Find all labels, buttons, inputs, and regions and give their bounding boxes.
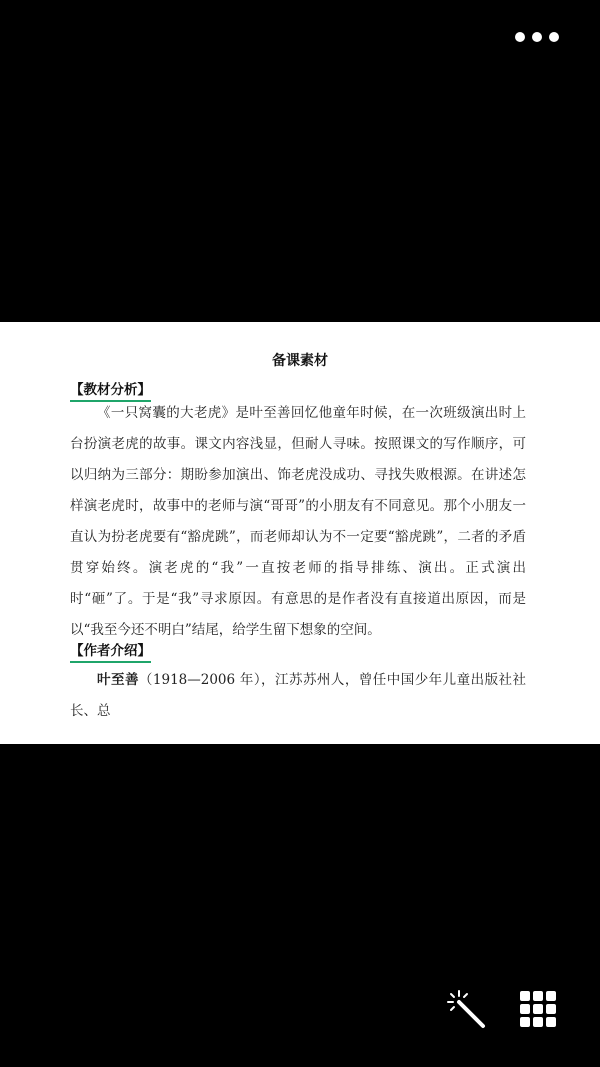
grid-cell-icon	[520, 991, 530, 1001]
magic-wand-icon	[445, 988, 489, 1032]
author-bio: （1918—2006 年），江苏苏州人，曾任中国少年儿童出版社社长、总	[70, 672, 527, 719]
author-name: 叶至善	[97, 672, 139, 688]
grid-cell-icon	[520, 1017, 530, 1027]
document-title: 备课素材	[272, 353, 328, 369]
section-heading-analysis: 【教材分析】	[70, 378, 151, 402]
more-dot-icon	[549, 32, 559, 42]
analysis-paragraph: 《一只窝囊的大老虎》是叶至善回忆他童年时候，在一次班级演出时上台扮演老虎的故事。课文内容浅显，但耐人寻味。按照课文的写作顺序，可以归纳为三部分：期盼参加演出、饰老虎没成功、寻找失败根源。在讲述怎样演老虎时，故事中的老师与演“哥哥”的小朋友有不同意见。那个小朋友一直认为扮老虎要有“豁虎跳”，而老师却认为不一定要“豁虎跳”，二者的矛盾贯穿始终。演老虎的“我”一直按老师的指导排练、演出。正式演出时“砸”了。于是“我”寻求原因。有意思的是作者没有直接道出原因，而是以“我至今还不明白”结尾，给学生留下想象的空间。	[70, 405, 526, 638]
grid-view-button[interactable]	[520, 991, 556, 1027]
grid-cell-icon	[546, 1004, 556, 1014]
more-dot-icon	[532, 32, 542, 42]
grid-cell-icon	[533, 991, 543, 1001]
document-page	[0, 322, 600, 744]
grid-cell-icon	[520, 1004, 530, 1014]
grid-cell-icon	[533, 1004, 543, 1014]
more-dot-icon	[515, 32, 525, 42]
more-options-button[interactable]	[515, 27, 559, 47]
grid-cell-icon	[533, 1017, 543, 1027]
section-heading-author: 【作者介绍】	[70, 639, 151, 663]
grid-cell-icon	[546, 991, 556, 1001]
author-paragraph	[70, 665, 526, 727]
magic-wand-button[interactable]	[445, 988, 489, 1032]
grid-cell-icon	[546, 1017, 556, 1027]
